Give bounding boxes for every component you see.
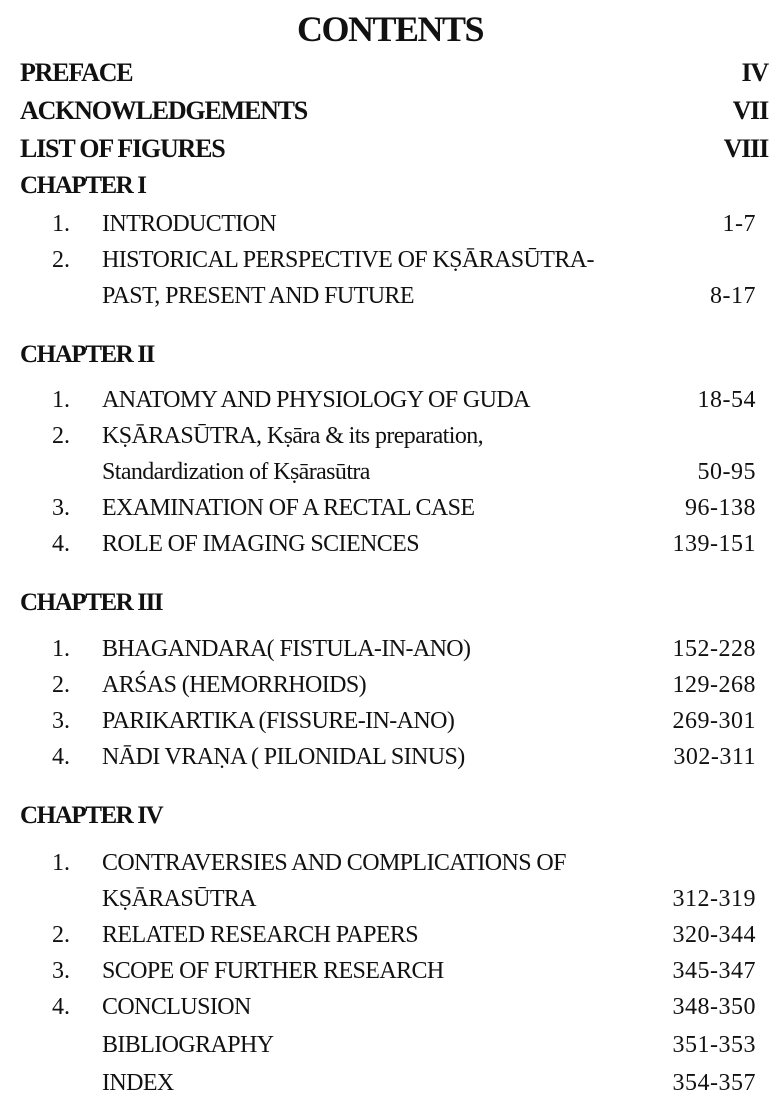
toc-entry xyxy=(0,636,780,670)
toc-entry-title: ANATOMY AND PHYSIOLOGY OF GUDA xyxy=(102,387,530,413)
toc-entry-title: SCOPE OF FURTHER RESEARCH xyxy=(102,958,444,984)
toc-entry-title: PARIKARTIKA (FISSURE-IN-ANO) xyxy=(102,708,455,734)
toc-page-range: 351-353 xyxy=(672,1032,756,1058)
toc-entry xyxy=(0,708,780,742)
toc-page-range: 312-319 xyxy=(672,886,756,912)
toc-page-number: VIII xyxy=(723,134,768,163)
toc-page-range: 269-301 xyxy=(672,708,756,734)
toc-entry-title: HISTORICAL PERSPECTIVE OF KṢĀRASŪTRA- xyxy=(102,247,594,273)
toc-entry-number: 3. xyxy=(52,708,70,734)
toc-entry-bibliography xyxy=(0,1032,780,1066)
toc-page-range: 1-7 xyxy=(722,211,756,237)
toc-entry-number: 4. xyxy=(52,994,70,1020)
toc-entry-title: ROLE OF IMAGING SCIENCES xyxy=(102,531,419,557)
toc-page-range: 354-357 xyxy=(672,1070,756,1096)
toc-entry-label: LIST OF FIGURES xyxy=(20,134,225,163)
toc-page-range: 139-151 xyxy=(672,531,756,557)
toc-entry-index xyxy=(0,1070,780,1104)
toc-front-matter-preface xyxy=(20,58,768,92)
toc-entry-title: KṢĀRASŪTRA, Kṣāra & its preparation, xyxy=(102,423,484,449)
toc-page-number: VII xyxy=(732,96,768,125)
toc-page-range: 129-268 xyxy=(672,672,756,698)
toc-page-range: 152-228 xyxy=(672,636,756,662)
toc-entry-label: ACKNOWLEDGEMENTS xyxy=(20,96,308,125)
toc-entry-title: RELATED RESEARCH PAPERS xyxy=(102,922,419,948)
toc-front-matter-acknowledgements xyxy=(20,96,768,130)
toc-entry xyxy=(0,958,780,992)
toc-entry-number: 4. xyxy=(52,531,70,557)
toc-entry xyxy=(0,922,780,956)
toc-entry-continuation xyxy=(0,283,780,317)
toc-page-range: 348-350 xyxy=(672,994,756,1020)
toc-entry-title-continued: KṢĀRASŪTRA xyxy=(102,886,257,912)
toc-entry-title: CONCLUSION xyxy=(102,994,251,1020)
toc-entry-number: 2. xyxy=(52,922,70,948)
toc-entry-title: ARŚAS (HEMORRHOIDS) xyxy=(102,672,366,698)
toc-entry-title: INTRODUCTION xyxy=(102,211,277,237)
toc-front-matter-list-of-figures xyxy=(20,134,768,168)
toc-page-range: 18-54 xyxy=(697,387,756,413)
toc-page-range: 302-311 xyxy=(673,744,756,770)
toc-entry-number: 1. xyxy=(52,850,70,876)
chapter-heading-2: CHAPTER II xyxy=(20,341,154,368)
toc-page-number: IV xyxy=(741,58,768,87)
toc-entry xyxy=(0,423,780,457)
page-title: CONTENTS xyxy=(296,9,484,49)
toc-entry xyxy=(0,211,780,245)
toc-entry-number: 3. xyxy=(52,495,70,521)
toc-page-range: 50-95 xyxy=(697,459,756,485)
toc-entry-title-continued: Standardization of Kṣārasūtra xyxy=(102,459,370,485)
toc-entry-number: 1. xyxy=(52,211,70,237)
toc-page-range: 96-138 xyxy=(685,495,756,521)
toc-entry xyxy=(0,387,780,421)
toc-entry-number: 1. xyxy=(52,387,70,413)
toc-entry-title: CONTRAVERSIES AND COMPLICATIONS OF xyxy=(102,850,566,876)
toc-entry-continuation xyxy=(0,886,780,920)
toc-entry-title: BIBLIOGRAPHY xyxy=(102,1032,274,1058)
toc-entry-title: INDEX xyxy=(102,1070,174,1096)
toc-page-range: 345-347 xyxy=(672,958,756,984)
toc-entry-title: EXAMINATION OF A RECTAL CASE xyxy=(102,495,475,521)
toc-page-range: 320-344 xyxy=(672,922,756,948)
chapter-heading-1: CHAPTER I xyxy=(20,172,146,199)
toc-entry xyxy=(0,850,780,884)
toc-entry-number: 2. xyxy=(52,672,70,698)
toc-entry-number: 3. xyxy=(52,958,70,984)
toc-entry-number: 2. xyxy=(52,247,70,273)
toc-entry-number: 2. xyxy=(52,423,70,449)
toc-entry-number: 1. xyxy=(52,636,70,662)
chapter-heading-3: CHAPTER III xyxy=(20,589,163,616)
toc-entry-title: NĀDI VRAṆA ( PILONIDAL SINUS) xyxy=(102,744,465,770)
toc-entry-title-continued: PAST, PRESENT AND FUTURE xyxy=(102,283,414,309)
toc-entry xyxy=(0,495,780,529)
toc-page-range: 8-17 xyxy=(710,283,756,309)
toc-entry xyxy=(0,744,780,778)
toc-entry-number: 4. xyxy=(52,744,70,770)
toc-entry xyxy=(0,247,780,281)
chapter-heading-4: CHAPTER IV xyxy=(20,802,163,829)
toc-entry-title: BHAGANDARA( FISTULA-IN-ANO) xyxy=(102,636,471,662)
toc-entry xyxy=(0,994,780,1028)
toc-entry-label: PREFACE xyxy=(20,58,133,87)
toc-entry xyxy=(0,531,780,565)
toc-entry-continuation xyxy=(0,459,780,493)
toc-entry xyxy=(0,672,780,706)
